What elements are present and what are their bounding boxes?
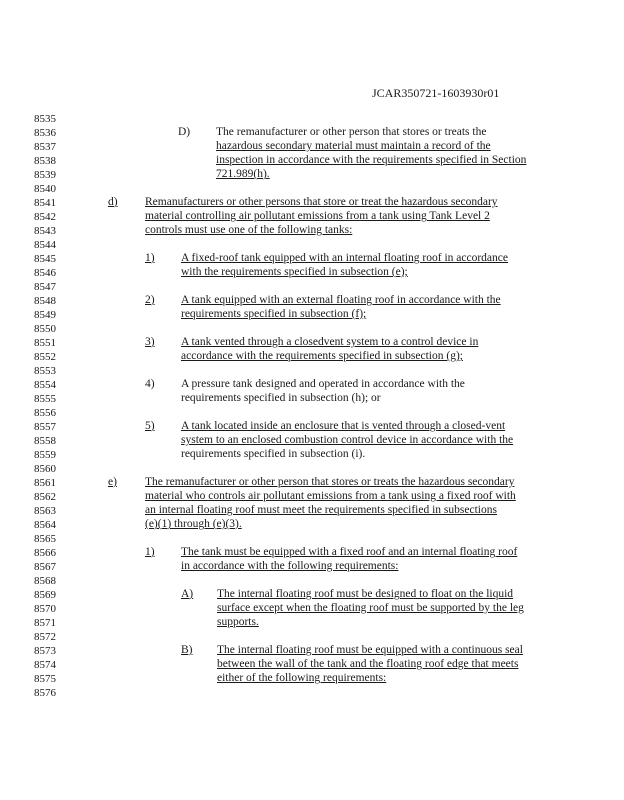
line-number: 8571 (34, 617, 56, 629)
item-d5-text: requirements specified in subsection (i). (181, 448, 366, 460)
item-D-text: The remanufacturer or other person that stores or treats the (216, 126, 487, 138)
line-number: 8576 (34, 687, 56, 699)
subsection-e-text: an internal floating roof must meet the requirements specified in subsections (145, 504, 497, 516)
line-number: 8561 (34, 477, 56, 489)
document-id-header: JCAR350721-1603930r01 (372, 86, 500, 100)
item-eB-text: between the wall of the tank and the floating roof edge that meets (217, 658, 519, 670)
item-d2-text: A tank equipped with an external floating roof in accordance with the (181, 294, 501, 306)
line-number: 8535 (34, 113, 56, 125)
item-d4-text: A pressure tank designed and operated in accordance with the (181, 378, 465, 390)
item-d1-text: A fixed-roof tank equipped with an internal floating roof in accordance (181, 252, 508, 264)
line-number: 8545 (34, 253, 56, 265)
subsection-e-label: e) (108, 476, 117, 488)
line-number: 8546 (34, 267, 56, 279)
line-number: 8541 (34, 197, 56, 209)
item-d5-text: system to an enclosed combustion control device in accordance with the (181, 434, 514, 446)
line-number: 8543 (34, 225, 56, 237)
line-number: 8550 (34, 323, 56, 335)
line-number: 8556 (34, 407, 56, 419)
item-eB-text: The internal floating roof must be equipped with a continuous seal (217, 644, 523, 656)
line-number: 8567 (34, 561, 56, 573)
subsection-d-text: controls must use one of the following tanks: (145, 224, 353, 236)
subsection-d-text: material controlling air pollutant emissions from a tank using Tank Level 2 (145, 210, 490, 222)
line-number: 8569 (34, 589, 56, 601)
item-d4-label: 4) (145, 378, 155, 390)
item-D-text: 721.989(h). (216, 168, 270, 180)
item-e1-label: 1) (145, 546, 155, 558)
item-d1-text: with the requirements specified in subsection (e); (181, 266, 408, 278)
item-d5-label: 5) (145, 420, 155, 432)
line-number: 8548 (34, 295, 56, 307)
line-number: 8558 (34, 435, 56, 447)
subsection-d-label: d) (108, 196, 118, 208)
item-d3-text: accordance with the requirements specified in subsection (g); (181, 350, 463, 362)
line-number: 8559 (34, 449, 56, 461)
line-number: 8568 (34, 575, 56, 587)
line-number: 8560 (34, 463, 56, 475)
line-number: 8555 (34, 393, 56, 405)
line-number: 8565 (34, 533, 56, 545)
item-D-text: inspection in accordance with the requirements specified in Section (216, 154, 527, 166)
item-d3-label: 3) (145, 336, 155, 348)
line-number: 8554 (34, 379, 56, 391)
line-number: 8544 (34, 239, 56, 251)
subsection-d-text: Remanufacturers or other persons that store or treat the hazardous secondary (145, 196, 498, 208)
line-number: 8539 (34, 169, 56, 181)
line-number: 8563 (34, 505, 56, 517)
item-eA-text: surface except when the floating roof must be supported by the leg (217, 602, 524, 614)
item-eA-label: A) (181, 588, 194, 600)
item-eB-label: B) (181, 644, 193, 656)
item-d1-label: 1) (145, 252, 155, 264)
line-number: 8562 (34, 491, 56, 503)
line-number: 8540 (34, 183, 56, 195)
line-number: 8572 (34, 631, 56, 643)
line-number: 8557 (34, 421, 56, 433)
line-number: 8575 (34, 673, 56, 685)
line-number: 8566 (34, 547, 56, 559)
line-number: 8542 (34, 211, 56, 223)
item-d2-text: requirements specified in subsection (f); (181, 308, 367, 320)
line-number: 8536 (34, 127, 56, 139)
item-d3-text: A tank vented through a closedvent system to a control device in (181, 336, 479, 348)
line-number: 8547 (34, 281, 56, 293)
line-number: 8552 (34, 351, 56, 363)
line-number: 8553 (34, 365, 56, 377)
subsection-e-text: The remanufacturer or other person that stores or treats the hazardous secondary (145, 476, 515, 488)
item-eB-text: either of the following requirements: (217, 672, 387, 684)
subsection-e-text: (e)(1) through (e)(3). (145, 518, 242, 530)
line-number: 8574 (34, 659, 56, 671)
item-d2-label: 2) (145, 294, 155, 306)
item-eA-text: The internal floating roof must be designed to float on the liquid (217, 588, 514, 600)
line-number: 8537 (34, 141, 56, 153)
item-eA-text: supports. (217, 616, 259, 628)
line-number: 8570 (34, 603, 56, 615)
line-number: 8549 (34, 309, 56, 321)
item-d4-text: requirements specified in subsection (h); or (181, 392, 381, 404)
line-number: 8573 (34, 645, 56, 657)
line-number: 8551 (34, 337, 56, 349)
subsection-e-text: material who controls air pollutant emissions from a tank using a fixed roof with (145, 490, 516, 502)
item-d5-text: A tank located inside an enclosure that is vented through a closed-vent (181, 420, 506, 432)
item-e1-text: The tank must be equipped with a fixed roof and an internal floating roof (181, 546, 518, 558)
line-number: 8538 (34, 155, 56, 167)
item-D-text: hazardous secondary material must maintain a record of the (216, 140, 491, 152)
line-number: 8564 (34, 519, 56, 531)
item-D-label: D) (178, 126, 191, 138)
item-e1-text: in accordance with the following requirements: (181, 560, 399, 572)
